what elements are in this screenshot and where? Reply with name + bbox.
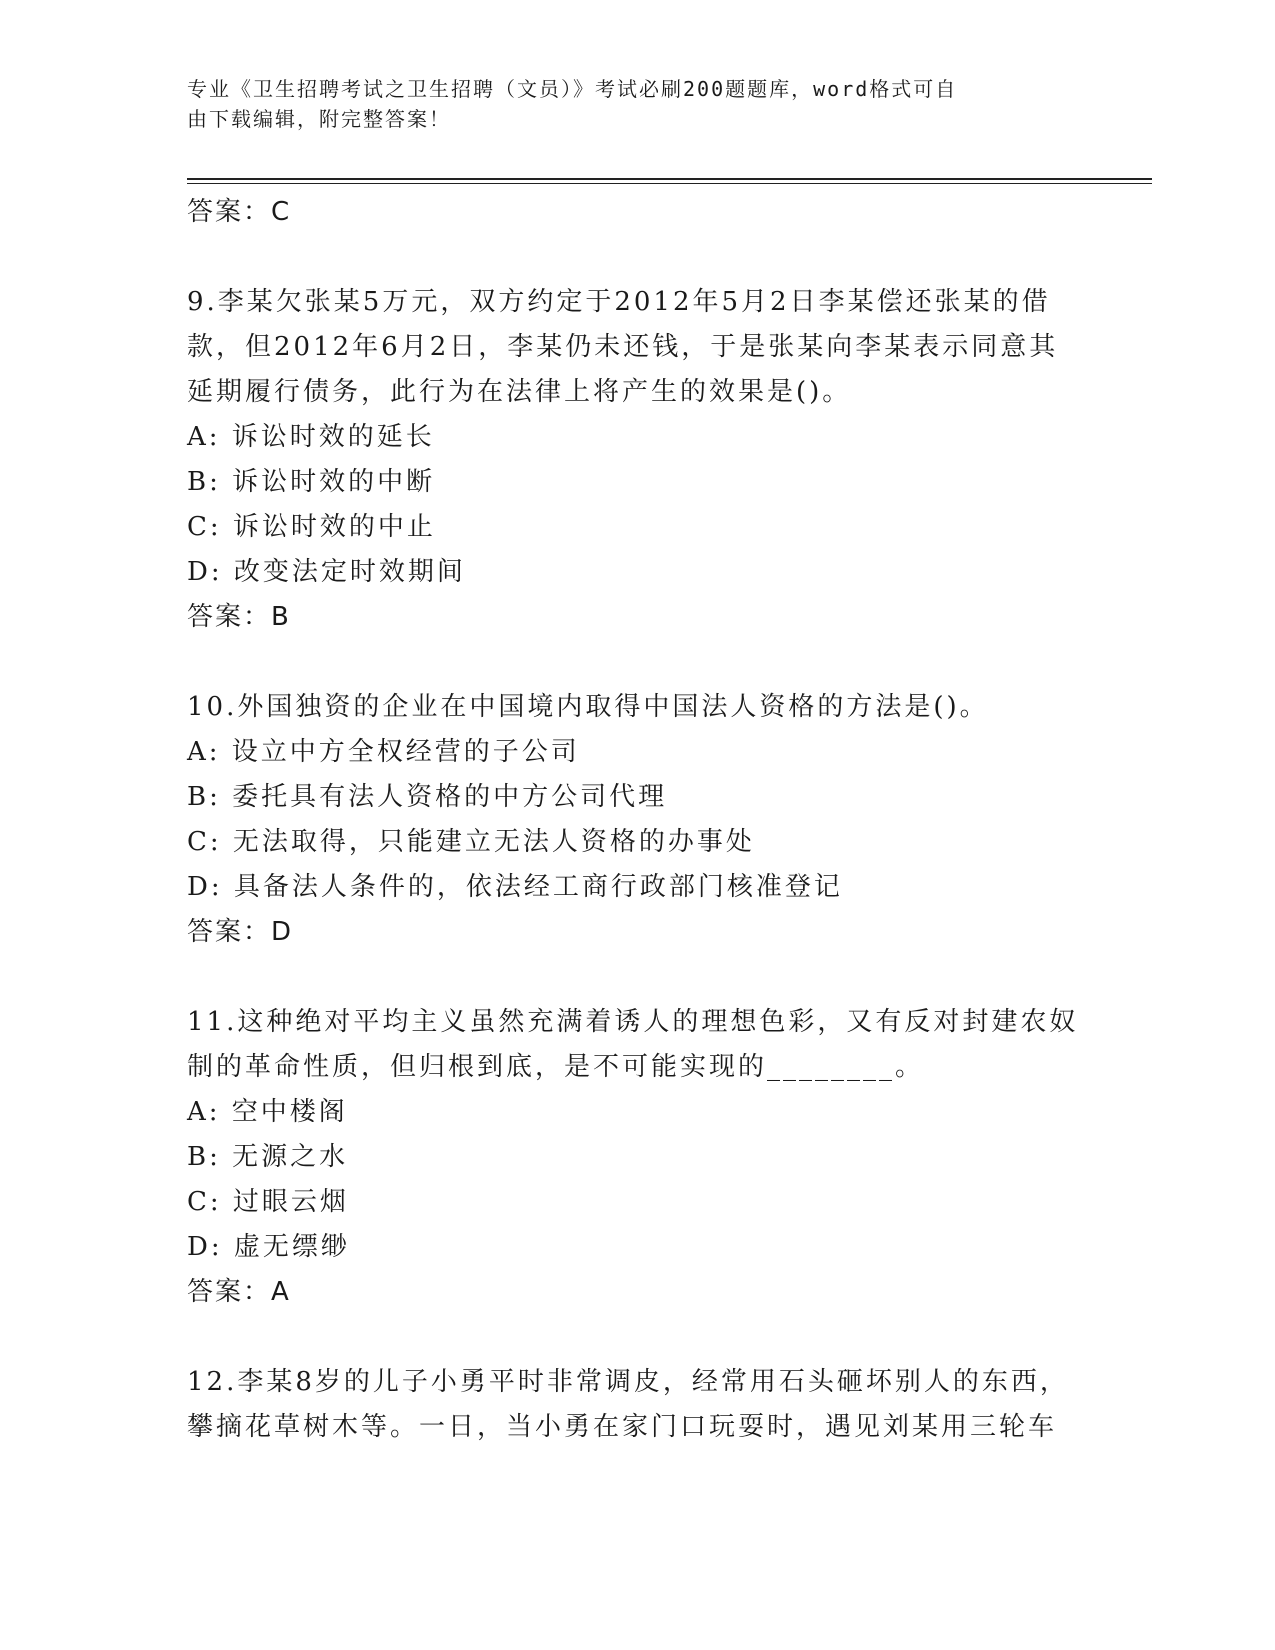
question-11-stem-line-2: 制的革命性质，但归根到底，是不可能实现的________。 xyxy=(187,1052,925,1082)
question-12 xyxy=(187,1360,1087,1450)
spacer xyxy=(187,1315,1087,1360)
spacer xyxy=(187,955,1087,1000)
question-10-option-b: B: 委托具有法人资格的中方公司代理 xyxy=(187,782,668,812)
answer-q11: 答案：A xyxy=(187,1277,291,1307)
question-11-option-b: B: 无源之水 xyxy=(187,1142,349,1172)
question-12-stem-line-2: 攀摘花草树木等。一日，当小勇在家门口玩耍时，遇见刘某用三轮车 xyxy=(187,1412,1058,1442)
question-10-option-d: D: 具备法人条件的，依法经工商行政部门核准登记 xyxy=(187,872,843,902)
spacer xyxy=(187,235,1087,280)
question-9-option-c: C: 诉讼时效的中止 xyxy=(187,512,436,542)
question-11-option-d: D: 虚无缥缈 xyxy=(187,1232,350,1262)
header-rule-thin xyxy=(187,183,1152,184)
question-10 xyxy=(187,685,1087,955)
question-10-option-c: C: 无法取得，只能建立无法人资格的办事处 xyxy=(187,827,755,857)
answer-q10: 答案：D xyxy=(187,917,294,947)
question-10-option-a: A: 设立中方全权经营的子公司 xyxy=(187,737,580,767)
header-line-2: 由下载编辑，附完整答案！ xyxy=(187,107,451,131)
header-line-1: 专业《卫生招聘考试之卫生招聘（文员）》考试必刷200题题库，word格式可自 xyxy=(187,77,958,101)
question-12-stem-line-1: 12.李某8岁的儿子小勇平时非常调皮，经常用石头砸坏别人的东西， xyxy=(187,1367,1069,1397)
answer-q8: 答案：C xyxy=(187,197,292,227)
question-10-stem-line-1: 10.外国独资的企业在中国境内取得中国法人资格的方法是()。 xyxy=(187,692,989,722)
question-11-stem-line-1: 11.这种绝对平均主义虽然充满着诱人的理想色彩，又有反对封建农奴 xyxy=(187,1007,1079,1037)
question-11-option-a: A: 空中楼阁 xyxy=(187,1097,348,1127)
question-9-stem-line-1: 9.李某欠张某5万元，双方约定于2012年5月2日李某偿还张某的借 xyxy=(187,287,1051,317)
question-11-option-c: C: 过眼云烟 xyxy=(187,1187,349,1217)
question-9-stem-line-2: 款，但2012年6月2日，李某仍未还钱，于是张某向李某表示同意其 xyxy=(187,332,1059,362)
question-9-option-b: B: 诉讼时效的中断 xyxy=(187,467,436,497)
question-9-stem-line-3: 延期履行债务，此行为在法律上将产生的效果是()。 xyxy=(187,377,852,407)
header-rule-thick xyxy=(187,178,1152,180)
answer-q9: 答案：B xyxy=(187,602,291,632)
question-9-option-d: D: 改变法定时效期间 xyxy=(187,557,466,587)
question-list xyxy=(187,190,1087,1450)
question-11 xyxy=(187,1000,1087,1315)
question-9 xyxy=(187,280,1087,640)
question-9-option-a: A: 诉讼时效的延长 xyxy=(187,422,435,452)
spacer xyxy=(187,640,1087,685)
document-header xyxy=(187,74,1067,134)
